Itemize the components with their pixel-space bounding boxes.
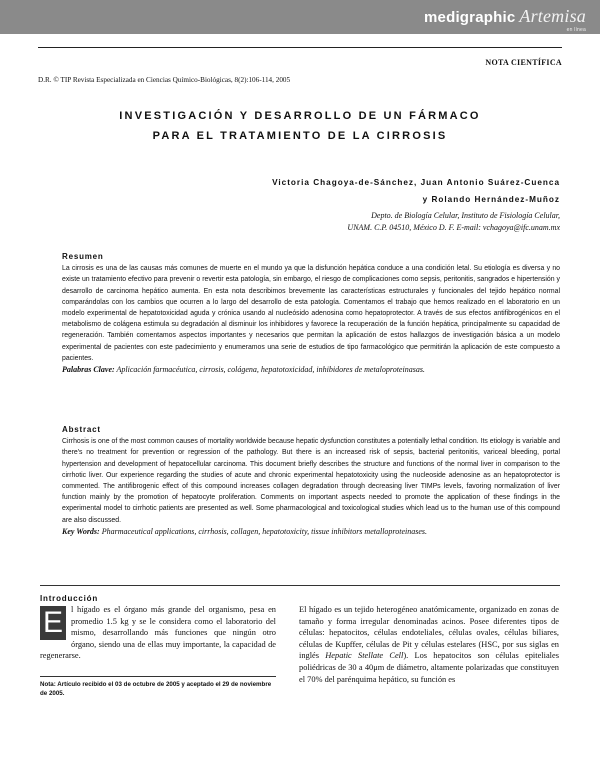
journal-citation: D.R. © TIP Revista Especializada en Ciencias Químico-Biológicas, 8(2):106-114, 2005 [38, 76, 291, 84]
title-line-1: INVESTIGACIÓN Y DESARROLLO DE UN FÁRMACO [119, 110, 481, 122]
header-rule [38, 47, 562, 48]
abstract-body: Cirrhosis is one of the most common causes of mortality worldwide because hepatic dysfunction constitutes a potentially lethal condition. Its etiology is variable and there's no treatment for prevention or regression of the pathology. But there is an increased risk of sepsis, bacterial peritonitis, variceal bleeding, portal hypertension and development of hepatocellular carcinoma. This document briefly describes the structure and functions of the normal liver in comparison to the cirrhotic liver. Our experience regarding the studies of acute and chronic experimental hepatotoxicity using the nucleoside adenosine as an hepatoprotector is commented. The antifibrogenic effect of this compound increases collagen degradation through decreasing liver TIMPs levels, favoring normalization of liver function mainly by the promotion of hepatocyte proliferation. Comments on important aspects needed to promote the application of these findings in the experimental model to cirrhotic patients are presented as well. Some pharmacological and toxicological studies which lead us to the human use of this compound are also discussed. [62, 438, 560, 524]
resumen-heading: Resumen [62, 252, 104, 261]
intro-right-text-1: El hígado es un tejido heterogéneo anatómicamente, organizado en zonas de tamaño y forma irregular denominadas acinos. Posee diferentes tipos de células: hepatocitos, células endoteliales, células ovales, células biliares, células de Kupffer, células de Pit y células estelares (HSC, por sus siglas en inglés [299, 605, 559, 661]
palabras-clave-label: Palabras Clave: [62, 365, 115, 375]
intro-left-text: l hígado es el órgano más grande del organismo, pesa en promedio 1.5 kg y se le considera como el laboratorio del mismo, desarrollando más funciones que ningún otro órgano, siendo una de ellas muy importante, la capacidad de regenerarse. [40, 605, 276, 661]
introduccion-heading: Introducción [40, 594, 99, 603]
palabras-clave-text: Aplicación farmacéutica, cirrosis, colágena, hepatotoxicidad, inhibidores de metaloproteinasas. [116, 365, 425, 375]
footnote-rule [40, 676, 276, 677]
publisher-logo[interactable] [424, 6, 586, 33]
resumen-section [62, 251, 560, 375]
author-list [272, 174, 560, 208]
key-words [62, 526, 560, 537]
abstract-heading: Abstract [62, 425, 101, 434]
footnote: Nota: Artículo recibido el 03 de octubre de 2005 y aceptado el 29 de noviembre de 2005. [40, 681, 272, 697]
section-divider [40, 585, 560, 586]
intro-right-italic: Hepatic Stellate Cell [325, 651, 404, 661]
authors-line-2: y Rolando Hernández-Muñoz [422, 195, 560, 204]
palabras-clave [62, 364, 560, 375]
key-words-label: Key Words: [62, 526, 100, 536]
affiliation-line-2: UNAM. C.P. 04510, México D. F. E-mail: vchagoya@ifc.unam.mx [347, 222, 560, 232]
key-words-text: Pharmaceutical applications, cirrhosis, collagen, hepatotoxicity, tissue inhibitors metalloproteinases. [101, 526, 428, 536]
article-title [38, 106, 562, 146]
section-tag: NOTA CIENTÍFICA [485, 58, 562, 67]
affiliation-line-1: Depto. de Biología Celular, Instituto de Fisiología Celular, [371, 211, 560, 220]
intro-left-column [40, 604, 276, 662]
brand-tagline: en línea [566, 27, 586, 33]
brand-name: medigraphic [424, 9, 516, 26]
abstract-section [62, 424, 560, 537]
authors-line-1: Victoria Chagoya-de-Sánchez, Juan Antonio Suárez-Cuenca [272, 178, 560, 187]
brand-script: Artemisa [519, 6, 586, 26]
drop-cap: E [40, 606, 66, 640]
intro-right-text-2: ). Los hepatocitos son células epiteliales poliédricas de 30 a 40μm de diámetro, altamente polarizadas que constituyen el 70% del parénquima hepático, su función es [299, 651, 559, 684]
resumen-body: La cirrosis es una de las causas más comunes de muerte en el mundo ya que la disfunción hepática conduce a una condición letal. Su etiología es diversa y no existe un tratamiento efectivo para prevenir o revertir esta patología, sin embargo, el riesgo de complicaciones como sepsis, peritonitis, sangrados e hipertensión y desarrollo de carcinoma hepático aumenta. En esta nota describimos brevemente las características estructurales y funcionales del tejido hepático normal comparándolas con los cambios que ocurren a lo largo del desarrollo de esta patología. Comentamos el trabajo que hemos realizado en el laboratorio en un modelo experimental de hepatotoxicidad aguda y crónica usando al nucleósido adenosina como hepatoprotector. A través de sus efectos antifibrogénicos en el metabolismo de colágena estimula su degradación al disminuir los inhibidores y favorece la recuperación de la función hepática, principalmente su capacidad de regeneración. También comentamos aspectos importantes y necesarios que permitan la aplicación de estos hallazgos de investigación básica a un modelo experimental de pacientes con este padecimiento y enumeramos una serie de estudios de tipo farmacológico que permitirán la aplicación de este compuesto a pacientes. [62, 265, 560, 362]
title-line-2: PARA EL TRATAMIENTO DE LA CIRROSIS [152, 130, 448, 142]
intro-right-column [299, 604, 559, 685]
affiliation [347, 210, 560, 233]
publisher-banner [0, 0, 600, 34]
